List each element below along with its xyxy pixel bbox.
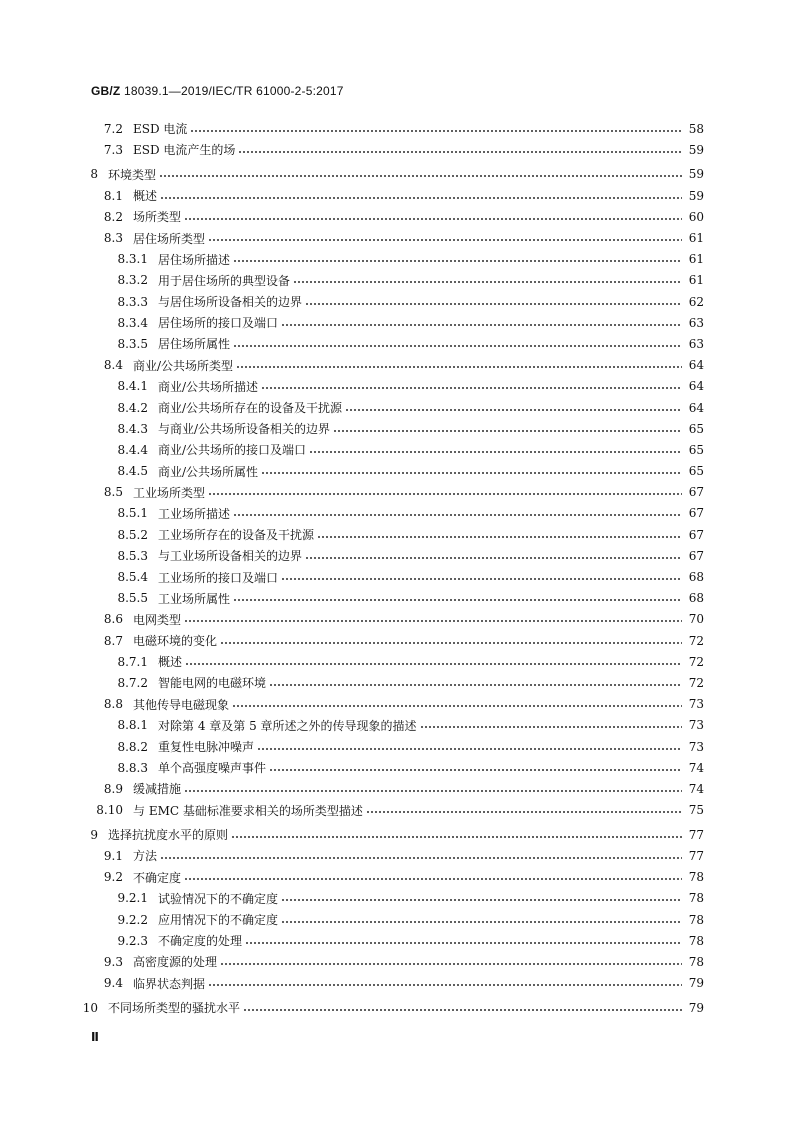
toc-entry[interactable] bbox=[0, 397, 794, 418]
toc-entry[interactable] bbox=[0, 888, 794, 909]
toc-entry-number: 8.9 bbox=[103, 781, 123, 796]
toc-entry[interactable] bbox=[0, 672, 794, 693]
toc-entry-title: 单个高强度噪声事件 bbox=[158, 761, 267, 776]
toc-dot-leader bbox=[184, 614, 682, 624]
toc-entry-number: 8.5.2 bbox=[117, 527, 148, 542]
toc-entry-page: 73 bbox=[688, 697, 704, 712]
toc-entry-page: 67 bbox=[688, 548, 704, 563]
toc-entry-title: 试验情况下的不确定度 bbox=[158, 891, 279, 906]
toc-entry-page: 78 bbox=[688, 912, 704, 927]
toc-entry-number: 8.8 bbox=[103, 697, 123, 712]
toc-dot-leader bbox=[160, 191, 682, 201]
toc-entry-page: 78 bbox=[688, 870, 704, 885]
toc-entry[interactable] bbox=[0, 439, 794, 460]
toc-entry-title: 与居住场所设备相关的边界 bbox=[158, 295, 303, 310]
toc-entry-page: 63 bbox=[688, 336, 704, 351]
toc-dot-leader bbox=[281, 318, 682, 328]
toc-entry-page: 59 bbox=[688, 188, 704, 203]
toc-entry-page: 59 bbox=[688, 167, 704, 182]
toc-dot-leader bbox=[305, 297, 682, 307]
toc-entry-number: 8.3 bbox=[103, 231, 123, 246]
toc-entry-number: 8.6 bbox=[103, 612, 123, 627]
toc-dot-leader bbox=[309, 445, 682, 455]
toc-entry-title: 工业场所的接口及端口 bbox=[158, 570, 279, 585]
standard-number: 18039.1—2019/IEC/TR 61000-2-5:2017 bbox=[124, 84, 344, 98]
toc-entry-number: 8.4 bbox=[103, 358, 123, 373]
toc-entry-page: 73 bbox=[688, 718, 704, 733]
toc-entry-title: 工业场所属性 bbox=[158, 591, 231, 606]
toc-entry-title: 电磁环境的变化 bbox=[133, 634, 218, 649]
toc-entry[interactable] bbox=[0, 973, 794, 994]
toc-entry[interactable] bbox=[0, 909, 794, 930]
toc-entry-page: 65 bbox=[688, 421, 704, 436]
toc-entry-number: 8.10 bbox=[96, 803, 123, 818]
toc-entry[interactable] bbox=[0, 651, 794, 672]
toc-entry[interactable] bbox=[0, 312, 794, 333]
toc-dot-leader bbox=[208, 233, 682, 243]
toc-entry-number: 8.4.2 bbox=[117, 400, 148, 415]
toc-dot-leader bbox=[238, 145, 682, 155]
toc-entry[interactable] bbox=[0, 139, 794, 160]
toc-entry-title: 应用情况下的不确定度 bbox=[158, 913, 279, 928]
toc-dot-leader bbox=[317, 530, 682, 540]
toc-entry-page: 61 bbox=[688, 231, 704, 246]
toc-entry[interactable] bbox=[0, 694, 794, 715]
toc-dot-leader bbox=[281, 893, 682, 903]
toc-entry-title: ESD 电流产生的场 bbox=[133, 143, 236, 158]
toc-entry[interactable] bbox=[0, 566, 794, 587]
toc-dot-leader bbox=[245, 936, 682, 946]
toc-dot-leader bbox=[281, 915, 682, 925]
toc-dot-leader bbox=[420, 720, 682, 730]
toc-entry-number: 8.5 bbox=[103, 485, 123, 500]
toc-dot-leader bbox=[184, 784, 682, 794]
toc-entry-page: 60 bbox=[688, 209, 704, 224]
toc-dot-leader bbox=[190, 124, 682, 134]
toc-entry[interactable] bbox=[0, 800, 794, 821]
toc-entry-title: 临界状态判据 bbox=[133, 976, 206, 991]
toc-entry-number: 8.8.1 bbox=[117, 718, 148, 733]
toc-entry-page: 67 bbox=[688, 485, 704, 500]
document-header bbox=[91, 84, 344, 98]
toc-entry[interactable] bbox=[0, 715, 794, 736]
toc-entry[interactable] bbox=[0, 524, 794, 545]
toc-entry-title: 概述 bbox=[133, 189, 158, 204]
toc-entry-number: 8.4.5 bbox=[117, 464, 148, 479]
toc-dot-leader bbox=[233, 339, 682, 349]
toc-entry-title: 缓减措施 bbox=[133, 782, 182, 797]
toc-entry-title: 概述 bbox=[158, 655, 183, 670]
toc-entry-number: 8.3.1 bbox=[117, 252, 148, 267]
toc-entry[interactable] bbox=[0, 545, 794, 566]
toc-entry-page: 78 bbox=[688, 891, 704, 906]
toc-entry-number: 9.2.3 bbox=[117, 933, 148, 948]
toc-entry-page: 78 bbox=[688, 933, 704, 948]
toc-entry-number: 7.3 bbox=[103, 142, 123, 157]
toc-entry[interactable] bbox=[0, 333, 794, 354]
toc-dot-leader bbox=[184, 872, 682, 882]
toc-dot-leader bbox=[257, 742, 682, 752]
toc-entry-number: 9 bbox=[90, 827, 98, 842]
toc-entry-page: 68 bbox=[688, 591, 704, 606]
toc-entry-number: 9.2 bbox=[103, 870, 123, 885]
toc-dot-leader bbox=[281, 572, 682, 582]
toc-entry[interactable] bbox=[0, 778, 794, 799]
toc-entry-number: 8.3.3 bbox=[117, 294, 148, 309]
toc-entry-title: 工业场所类型 bbox=[133, 485, 206, 500]
toc-entry[interactable] bbox=[0, 206, 794, 227]
toc-entry[interactable] bbox=[0, 997, 794, 1018]
toc-entry[interactable] bbox=[0, 418, 794, 439]
toc-entry-title: 居住场所描述 bbox=[158, 252, 231, 267]
toc-entry-title: 工业场所存在的设备及干扰源 bbox=[158, 528, 315, 543]
toc-dot-leader bbox=[345, 403, 682, 413]
toc-entry-page: 58 bbox=[688, 121, 704, 136]
toc-entry-title: 商业/公共场所描述 bbox=[158, 379, 259, 394]
toc-entry-page: 74 bbox=[688, 781, 704, 796]
toc-entry[interactable] bbox=[0, 291, 794, 312]
toc-entry-number: 9.4 bbox=[103, 976, 123, 991]
toc-entry[interactable] bbox=[0, 118, 794, 139]
toc-entry-title: 高密度源的处理 bbox=[133, 955, 218, 970]
toc-entry-number: 8.5.1 bbox=[117, 506, 148, 521]
standard-code: GB/Z bbox=[91, 84, 121, 98]
toc-entry-page: 74 bbox=[688, 760, 704, 775]
toc-entry-title: 对除第 4 章及第 5 章所述之外的传导现象的描述 bbox=[158, 718, 417, 733]
toc-dot-leader bbox=[208, 487, 682, 497]
toc-entry-title: 居住场所属性 bbox=[158, 337, 231, 352]
toc-entry-title: 与 EMC 基础标准要求相关的场所类型描述 bbox=[133, 803, 363, 818]
toc-entry[interactable] bbox=[0, 270, 794, 291]
toc-entry-number: 8.7.2 bbox=[117, 675, 148, 690]
toc-entry[interactable] bbox=[0, 355, 794, 376]
toc-entry[interactable] bbox=[0, 609, 794, 630]
page-number: Ⅱ bbox=[91, 1030, 99, 1044]
toc-entry[interactable] bbox=[0, 736, 794, 757]
toc-entry-number: 8.3.4 bbox=[117, 315, 148, 330]
toc-entry-title: 不确定度 bbox=[133, 870, 182, 885]
toc-entry-page: 73 bbox=[688, 739, 704, 754]
toc-dot-leader bbox=[269, 678, 682, 688]
toc-dot-leader bbox=[269, 763, 682, 773]
toc-entry-title: 商业/公共场所存在的设备及干扰源 bbox=[158, 401, 343, 416]
toc-entry[interactable] bbox=[0, 185, 794, 206]
toc-entry-title: 环境类型 bbox=[108, 167, 157, 182]
toc-entry-title: 其他传导电磁现象 bbox=[133, 697, 230, 712]
toc-entry-page: 68 bbox=[688, 570, 704, 585]
toc-entry-title: 不同场所类型的骚扰水平 bbox=[108, 1001, 241, 1016]
toc-entry-title: 与商业/公共场所设备相关的边界 bbox=[158, 422, 331, 437]
toc-dot-leader bbox=[233, 593, 682, 603]
toc-entry[interactable] bbox=[0, 930, 794, 951]
toc-entry-number: 9.1 bbox=[103, 848, 123, 863]
toc-entry-number: 8.7 bbox=[103, 633, 123, 648]
toc-entry-number: 8.8.3 bbox=[117, 760, 148, 775]
toc-entry-page: 79 bbox=[688, 976, 704, 991]
toc-entry-number: 8 bbox=[90, 167, 98, 182]
toc-entry[interactable] bbox=[0, 461, 794, 482]
toc-dot-leader bbox=[208, 978, 682, 988]
toc-entry[interactable] bbox=[0, 951, 794, 972]
toc-entry-page: 65 bbox=[688, 464, 704, 479]
toc-dot-leader bbox=[185, 657, 682, 667]
toc-entry[interactable] bbox=[0, 503, 794, 524]
toc-entry-number: 8.8.2 bbox=[117, 739, 148, 754]
toc-entry-page: 61 bbox=[688, 273, 704, 288]
toc-dot-leader bbox=[305, 551, 682, 561]
table-of-contents bbox=[0, 118, 794, 1018]
toc-entry-title: 商业/公共场所类型 bbox=[133, 358, 234, 373]
toc-entry-page: 70 bbox=[688, 612, 704, 627]
toc-entry-page: 72 bbox=[688, 633, 704, 648]
toc-entry-number: 8.3.2 bbox=[117, 273, 148, 288]
toc-entry[interactable] bbox=[0, 164, 794, 185]
toc-entry[interactable] bbox=[0, 227, 794, 248]
toc-entry-title: 居住场所类型 bbox=[133, 231, 206, 246]
toc-entry-title: ESD 电流 bbox=[133, 122, 188, 137]
toc-entry-title: 与工业场所设备相关的边界 bbox=[158, 549, 303, 564]
toc-entry-page: 61 bbox=[688, 252, 704, 267]
toc-dot-leader bbox=[232, 699, 682, 709]
toc-entry-number: 8.5.3 bbox=[117, 548, 148, 563]
toc-entry-title: 不确定度的处理 bbox=[158, 934, 243, 949]
toc-entry-title: 重复性电脉冲噪声 bbox=[158, 740, 255, 755]
toc-entry-title: 商业/公共场所的接口及端口 bbox=[158, 443, 307, 458]
toc-entry-number: 8.1 bbox=[103, 188, 123, 203]
toc-dot-leader bbox=[243, 1003, 682, 1013]
toc-entry-number: 8.2 bbox=[103, 209, 123, 224]
toc-entry-page: 72 bbox=[688, 654, 704, 669]
toc-dot-leader bbox=[159, 169, 682, 179]
toc-dot-leader bbox=[220, 636, 682, 646]
toc-entry[interactable] bbox=[0, 249, 794, 270]
toc-entry-number: 8.4.1 bbox=[117, 379, 148, 394]
toc-entry-page: 79 bbox=[688, 1000, 704, 1015]
toc-entry-number: 8.5.4 bbox=[117, 570, 148, 585]
toc-entry-number: 8.4.4 bbox=[117, 442, 148, 457]
toc-entry[interactable] bbox=[0, 630, 794, 651]
toc-dot-leader bbox=[220, 957, 682, 967]
toc-entry-page: 77 bbox=[688, 827, 704, 842]
toc-entry-page: 64 bbox=[688, 358, 704, 373]
toc-entry[interactable] bbox=[0, 757, 794, 778]
toc-entry-title: 工业场所描述 bbox=[158, 506, 231, 521]
toc-dot-leader bbox=[160, 851, 682, 861]
toc-entry-number: 8.3.5 bbox=[117, 336, 148, 351]
toc-entry-number: 9.2.2 bbox=[117, 912, 148, 927]
toc-entry-page: 78 bbox=[688, 954, 704, 969]
toc-dot-leader bbox=[366, 805, 682, 815]
toc-dot-leader bbox=[261, 466, 682, 476]
toc-entry-page: 77 bbox=[688, 848, 704, 863]
toc-entry-title: 方法 bbox=[133, 849, 158, 864]
toc-entry-title: 居住场所的接口及端口 bbox=[158, 316, 279, 331]
toc-entry-number: 8.7.1 bbox=[117, 654, 148, 669]
toc-entry-title: 商业/公共场所属性 bbox=[158, 464, 259, 479]
toc-entry-page: 62 bbox=[688, 294, 704, 309]
toc-dot-leader bbox=[236, 360, 682, 370]
toc-entry-title: 场所类型 bbox=[133, 210, 182, 225]
toc-entry-page: 72 bbox=[688, 675, 704, 690]
toc-entry-page: 67 bbox=[688, 506, 704, 521]
toc-entry[interactable] bbox=[0, 867, 794, 888]
toc-dot-leader bbox=[261, 381, 682, 391]
toc-dot-leader bbox=[184, 212, 682, 222]
toc-entry[interactable] bbox=[0, 824, 794, 845]
toc-entry-page: 63 bbox=[688, 315, 704, 330]
toc-entry-page: 59 bbox=[688, 142, 704, 157]
toc-entry[interactable] bbox=[0, 845, 794, 866]
toc-entry-page: 65 bbox=[688, 442, 704, 457]
toc-dot-leader bbox=[233, 508, 682, 518]
toc-dot-leader bbox=[293, 275, 682, 285]
toc-entry-number: 8.5.5 bbox=[117, 591, 148, 606]
toc-entry-number: 8.4.3 bbox=[117, 421, 148, 436]
toc-entry-title: 用于居住场所的典型设备 bbox=[158, 273, 291, 288]
toc-entry-number: 7.2 bbox=[103, 121, 123, 136]
toc-entry-page: 75 bbox=[688, 803, 704, 818]
toc-entry[interactable] bbox=[0, 588, 794, 609]
toc-entry-page: 64 bbox=[688, 379, 704, 394]
toc-entry-page: 64 bbox=[688, 400, 704, 415]
toc-entry-number: 9.3 bbox=[103, 954, 123, 969]
toc-entry-title: 智能电网的电磁环境 bbox=[158, 676, 267, 691]
toc-entry[interactable] bbox=[0, 376, 794, 397]
toc-entry-page: 67 bbox=[688, 527, 704, 542]
toc-entry-number: 9.2.1 bbox=[117, 891, 148, 906]
toc-entry-title: 选择抗扰度水平的原则 bbox=[108, 828, 229, 843]
toc-entry-title: 电网类型 bbox=[133, 612, 182, 627]
toc-entry-number: 10 bbox=[82, 1000, 98, 1015]
toc-entry[interactable] bbox=[0, 482, 794, 503]
toc-dot-leader bbox=[333, 424, 682, 434]
toc-dot-leader bbox=[233, 254, 682, 264]
toc-dot-leader bbox=[231, 830, 682, 840]
